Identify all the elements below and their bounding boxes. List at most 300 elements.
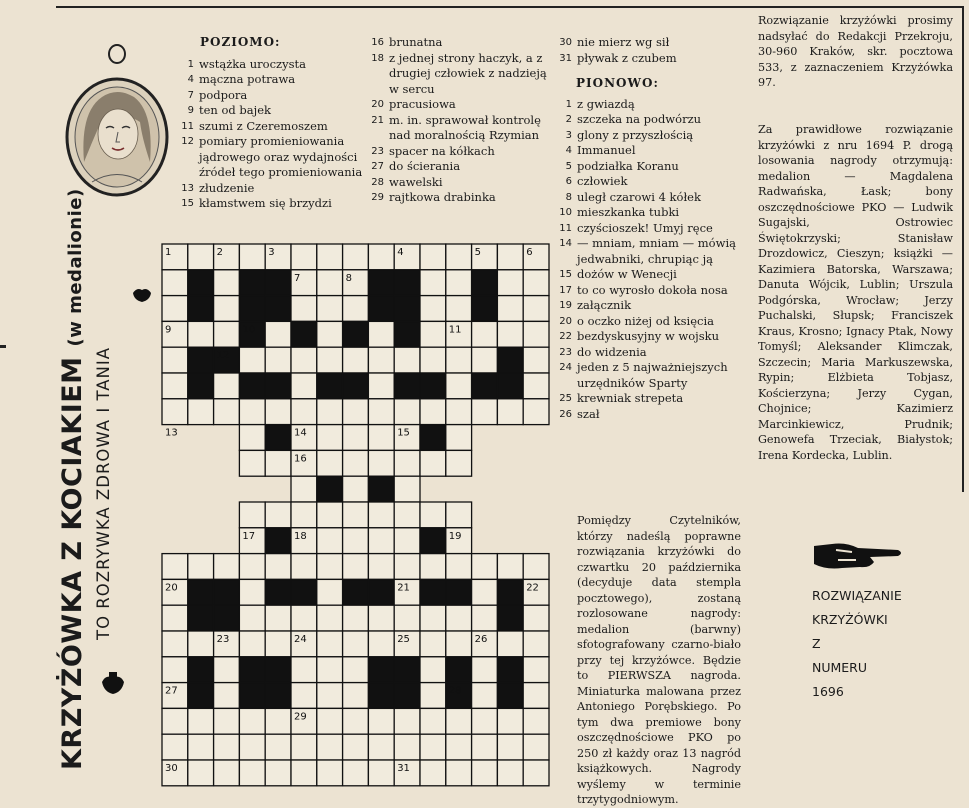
white-cell[interactable] <box>343 244 369 270</box>
white-cell[interactable] <box>188 399 214 425</box>
white-cell[interactable] <box>291 296 317 322</box>
crossword-svg <box>161 243 550 787</box>
white-cell[interactable] <box>317 321 343 347</box>
white-cell[interactable] <box>214 296 240 322</box>
white-cell[interactable] <box>291 476 317 502</box>
white-cell[interactable] <box>291 657 317 683</box>
white-cell[interactable] <box>420 554 446 580</box>
white-cell[interactable] <box>343 476 369 502</box>
clue-item <box>368 159 556 175</box>
black-cell <box>446 657 472 683</box>
clue-number: 23 <box>559 346 572 358</box>
cell-number: 23 <box>216 634 230 645</box>
white-cell[interactable] <box>472 605 498 631</box>
cell-number: 28 <box>448 685 462 697</box>
white-cell[interactable] <box>188 760 214 786</box>
black-cell <box>394 270 420 296</box>
white-cell[interactable] <box>394 476 420 502</box>
white-cell[interactable] <box>472 734 498 760</box>
white-cell[interactable] <box>368 450 394 476</box>
white-cell[interactable] <box>265 708 291 734</box>
clue-text: szumi z Czeremoszem <box>199 118 328 133</box>
cell-number: 10 <box>242 324 256 336</box>
clue-item <box>556 298 746 314</box>
clue-text: do ścierania <box>389 159 461 173</box>
white-cell[interactable] <box>420 708 446 734</box>
white-cell[interactable] <box>368 425 394 451</box>
white-cell[interactable] <box>420 244 446 270</box>
white-cell[interactable] <box>188 708 214 734</box>
white-cell[interactable] <box>265 760 291 786</box>
white-cell[interactable] <box>497 734 523 760</box>
black-cell <box>214 605 240 631</box>
white-cell[interactable] <box>239 579 265 605</box>
white-cell[interactable] <box>188 734 214 760</box>
clue-item <box>556 236 746 267</box>
white-cell[interactable] <box>368 244 394 270</box>
cell-number: 3 <box>268 247 275 258</box>
white-cell[interactable] <box>446 244 472 270</box>
white-cell[interactable] <box>214 708 240 734</box>
clue-number: 20 <box>371 99 384 110</box>
white-cell[interactable] <box>420 631 446 657</box>
clue-item <box>368 113 556 144</box>
black-cell <box>497 347 523 373</box>
white-cell[interactable] <box>497 708 523 734</box>
white-cell[interactable] <box>368 347 394 373</box>
white-cell[interactable] <box>265 502 291 528</box>
black-cell <box>394 657 420 683</box>
white-cell[interactable] <box>394 605 420 631</box>
white-cell[interactable] <box>239 554 265 580</box>
white-cell[interactable] <box>162 734 188 760</box>
white-cell[interactable] <box>291 605 317 631</box>
white-cell[interactable] <box>317 296 343 322</box>
cell-number: 24 <box>294 634 307 645</box>
clue-number: 4 <box>187 74 194 85</box>
prize-paragraph: Pomiędzy Czytelników, którzy nadeślą poprawne rozwiązania krzyżówki do czwartku 20 października (decyduje data stempla pocztowego), zostaną rozlosowane nagrody: medalion (barwny) sfotografowany czarno-biało przy tej krzyżówce. Będzie to PIERWSZA nagroda. Miniaturka malowana przez Antoniego Porębskiego. Po tym dwa premiowe bony oszczędnościowe PKO po 250 zł każdy oraz 13 nagród książkowych. Nagrody wyślemy w terminie trzytygodniowym. <box>577 514 741 806</box>
white-cell[interactable] <box>291 554 317 580</box>
white-cell[interactable] <box>497 244 523 270</box>
white-cell[interactable] <box>394 708 420 734</box>
white-cell[interactable] <box>162 631 188 657</box>
white-cell[interactable] <box>420 657 446 683</box>
clue-text: człowiek <box>577 174 628 188</box>
white-cell[interactable] <box>239 708 265 734</box>
white-cell[interactable] <box>162 554 188 580</box>
white-cell[interactable] <box>368 631 394 657</box>
white-cell[interactable] <box>343 734 369 760</box>
winners-paragraph: Za prawidłowe rozwiązanie krzyżówki z nru 1694 P. drogą losowania nagrody otrzymują: medalion — Magdalena Radwańska, Łask; bony oszczędnościowe PKO — Ludwik Sugajski, Ostrowiec Świętokrzyski; Stanisław Drozdowicz, Cieszyn; książki — Kazimiera Batorska, Warszawa; Danuta Wójcik, Lublin; Urszula Podgórska, Wrocław; Jerzy Puchalski, Słupsk; Franciszek Kraus, Krosno; Ignacy Ptak, Nowy Tomyśl; Aleksander Klimczak, Szczecin; Maria Markuszewska, Rypin; Elżbieta Tobjasz, Kościerzyna; Jerzy Cygan, Chojnice; Kazimierz Marcinkiewicz, Prudnik; Genowefa Trzeciak, Białystok; Irena Kordecka, Lublin. <box>758 123 953 462</box>
white-cell[interactable] <box>523 296 549 322</box>
clue-number: 5 <box>565 160 572 172</box>
white-cell[interactable] <box>239 347 265 373</box>
white-cell[interactable] <box>523 760 549 786</box>
white-cell[interactable] <box>472 579 498 605</box>
white-cell[interactable] <box>162 399 188 425</box>
across-clues-continued <box>368 35 556 206</box>
white-cell[interactable] <box>446 373 472 399</box>
white-cell[interactable] <box>343 502 369 528</box>
white-cell[interactable] <box>214 683 240 709</box>
white-cell[interactable] <box>394 347 420 373</box>
black-cell <box>214 579 240 605</box>
clue-item <box>368 97 556 113</box>
clue-number: 15 <box>181 198 194 209</box>
white-cell[interactable] <box>523 347 549 373</box>
black-cell <box>394 321 420 347</box>
white-cell[interactable] <box>162 657 188 683</box>
down-clues-block <box>556 35 746 422</box>
black-cell <box>446 579 472 605</box>
white-cell[interactable] <box>420 270 446 296</box>
clue-item <box>556 128 746 144</box>
white-cell[interactable] <box>239 425 265 451</box>
white-cell[interactable] <box>394 528 420 554</box>
clue-item <box>368 175 556 191</box>
white-cell[interactable] <box>343 296 369 322</box>
clue-number: 9 <box>187 105 194 116</box>
white-cell[interactable] <box>239 244 265 270</box>
white-cell[interactable] <box>446 502 472 528</box>
white-cell[interactable] <box>368 734 394 760</box>
submit-paragraph: Rozwiązanie krzyżówki prosimy nadsyłać do Redakcji Przekroju, 30-960 Kraków, skr. pocztowa 533, z zaznaczeniem Krzyżówka 97. <box>758 14 953 89</box>
white-cell[interactable] <box>394 554 420 580</box>
white-cell[interactable] <box>343 760 369 786</box>
black-cell <box>343 579 369 605</box>
clue-number: 11 <box>559 222 572 234</box>
cell-number: 25 <box>397 634 410 645</box>
white-cell[interactable] <box>343 605 369 631</box>
white-cell[interactable] <box>162 296 188 322</box>
white-cell[interactable] <box>472 321 498 347</box>
white-cell[interactable] <box>317 657 343 683</box>
clue-item <box>556 360 746 391</box>
white-cell[interactable] <box>317 579 343 605</box>
white-cell[interactable] <box>291 502 317 528</box>
black-cell <box>188 270 214 296</box>
white-cell[interactable] <box>188 244 214 270</box>
black-cell <box>394 683 420 709</box>
white-cell[interactable] <box>446 760 472 786</box>
white-cell[interactable] <box>291 347 317 373</box>
white-cell[interactable] <box>265 605 291 631</box>
clue-text: glony z przyszłością <box>577 127 694 142</box>
white-cell[interactable] <box>239 502 265 528</box>
right-rule <box>962 6 964 492</box>
white-cell[interactable] <box>420 296 446 322</box>
black-cell <box>368 579 394 605</box>
white-cell[interactable] <box>291 244 317 270</box>
white-cell[interactable] <box>446 347 472 373</box>
white-cell[interactable] <box>188 321 214 347</box>
clue-text: spacer na kółkach <box>389 143 495 158</box>
clue-item <box>556 51 746 67</box>
black-cell <box>343 321 369 347</box>
black-cell <box>239 657 265 683</box>
white-cell[interactable] <box>497 399 523 425</box>
white-cell[interactable] <box>291 760 317 786</box>
cell-number: 29 <box>294 711 307 723</box>
cell-number: 30 <box>165 763 178 774</box>
black-cell <box>420 579 446 605</box>
clue-text: pływak z czubem <box>577 50 677 65</box>
clue-number: 18 <box>371 52 384 64</box>
cell-number: 31 <box>397 763 410 774</box>
white-cell[interactable] <box>420 399 446 425</box>
white-cell[interactable] <box>188 631 214 657</box>
white-cell[interactable] <box>317 683 343 709</box>
white-cell[interactable] <box>497 296 523 322</box>
white-cell[interactable] <box>472 399 498 425</box>
white-cell[interactable] <box>317 760 343 786</box>
white-cell[interactable] <box>265 734 291 760</box>
white-cell[interactable] <box>291 683 317 709</box>
white-cell[interactable] <box>368 502 394 528</box>
solution-line: Z <box>812 636 821 651</box>
black-cell <box>420 373 446 399</box>
white-cell[interactable] <box>162 605 188 631</box>
white-cell[interactable] <box>162 270 188 296</box>
white-cell[interactable] <box>446 399 472 425</box>
white-cell[interactable] <box>265 631 291 657</box>
clue-text: czyścioszek! Umyj ręce <box>577 220 713 235</box>
clue-text: podpora <box>199 87 248 102</box>
cell-number: 1 <box>165 247 172 258</box>
white-cell[interactable] <box>368 528 394 554</box>
black-cell <box>291 579 317 605</box>
white-cell[interactable] <box>265 399 291 425</box>
white-cell[interactable] <box>343 708 369 734</box>
white-cell[interactable] <box>162 708 188 734</box>
white-cell[interactable] <box>239 605 265 631</box>
clue-item <box>178 134 373 181</box>
white-cell[interactable] <box>446 734 472 760</box>
white-cell[interactable] <box>472 760 498 786</box>
white-cell[interactable] <box>317 450 343 476</box>
black-cell <box>472 270 498 296</box>
white-cell[interactable] <box>523 373 549 399</box>
white-cell[interactable] <box>317 425 343 451</box>
clue-item <box>556 314 746 330</box>
clue-text: o oczko niżej od księcia <box>577 313 714 328</box>
white-cell[interactable] <box>317 708 343 734</box>
solution-line: NUMERU <box>812 660 868 675</box>
white-cell[interactable] <box>265 554 291 580</box>
white-cell[interactable] <box>523 683 549 709</box>
white-cell[interactable] <box>214 734 240 760</box>
white-cell[interactable] <box>214 760 240 786</box>
white-cell[interactable] <box>343 683 369 709</box>
white-cell[interactable] <box>472 347 498 373</box>
white-cell[interactable] <box>239 760 265 786</box>
white-cell[interactable] <box>343 631 369 657</box>
clue-number: 4 <box>565 145 572 156</box>
cell-number: 18 <box>294 530 307 542</box>
white-cell[interactable] <box>523 605 549 631</box>
white-cell[interactable] <box>317 554 343 580</box>
cell-number: 16 <box>294 453 307 465</box>
white-cell[interactable] <box>162 347 188 373</box>
clue-number: 17 <box>559 284 572 296</box>
white-cell[interactable] <box>472 708 498 734</box>
title-subtitle: TO ROZRYWKA ZDROWA I TANIA <box>94 346 113 640</box>
clue-text: uległ czarowi 4 kółek <box>577 189 701 204</box>
white-cell[interactable] <box>214 399 240 425</box>
white-cell[interactable] <box>394 502 420 528</box>
clue-item <box>368 35 556 51</box>
white-cell[interactable] <box>265 347 291 373</box>
white-cell[interactable] <box>523 631 549 657</box>
across-clues <box>178 35 373 212</box>
white-cell[interactable] <box>446 270 472 296</box>
white-cell[interactable] <box>523 554 549 580</box>
white-cell[interactable] <box>214 554 240 580</box>
white-cell[interactable] <box>239 399 265 425</box>
white-cell[interactable] <box>420 683 446 709</box>
cell-number: 19 <box>448 530 462 542</box>
white-cell[interactable] <box>368 760 394 786</box>
white-cell[interactable] <box>317 244 343 270</box>
white-cell[interactable] <box>239 734 265 760</box>
white-cell[interactable] <box>368 708 394 734</box>
white-cell[interactable] <box>162 373 188 399</box>
white-cell[interactable] <box>291 734 317 760</box>
white-cell[interactable] <box>291 373 317 399</box>
black-cell <box>394 296 420 322</box>
black-cell <box>188 605 214 631</box>
clue-number: 23 <box>371 145 384 157</box>
white-cell[interactable] <box>472 683 498 709</box>
white-cell[interactable] <box>368 399 394 425</box>
white-cell[interactable] <box>317 399 343 425</box>
cell-number: 15 <box>397 427 410 439</box>
white-cell[interactable] <box>368 605 394 631</box>
white-cell[interactable] <box>420 347 446 373</box>
white-cell[interactable] <box>523 399 549 425</box>
white-cell[interactable] <box>317 734 343 760</box>
white-cell[interactable] <box>188 554 214 580</box>
cell-number: 8 <box>345 272 352 284</box>
clue-text: złudzenie <box>199 180 255 195</box>
white-cell[interactable] <box>214 657 240 683</box>
white-cell[interactable] <box>317 270 343 296</box>
white-cell[interactable] <box>343 528 369 554</box>
clue-text: szczeka na podwórzu <box>577 112 702 126</box>
medallion-portrait <box>62 42 172 197</box>
black-cell <box>497 579 523 605</box>
white-cell[interactable] <box>368 321 394 347</box>
clue-number: 25 <box>559 393 572 404</box>
clue-text: szał <box>577 406 600 421</box>
white-cell[interactable] <box>343 347 369 373</box>
solution-line: 1696 <box>812 684 844 699</box>
clue-item <box>556 391 746 407</box>
white-cell[interactable] <box>497 631 523 657</box>
black-cell <box>265 425 291 451</box>
white-cell[interactable] <box>420 321 446 347</box>
white-cell[interactable] <box>446 450 472 476</box>
black-cell <box>188 373 214 399</box>
white-cell[interactable] <box>523 321 549 347</box>
white-cell[interactable] <box>214 321 240 347</box>
white-cell[interactable] <box>472 554 498 580</box>
clue-item <box>368 190 556 206</box>
white-cell[interactable] <box>446 631 472 657</box>
white-cell[interactable] <box>317 347 343 373</box>
white-cell[interactable] <box>368 373 394 399</box>
black-cell <box>265 657 291 683</box>
white-cell[interactable] <box>368 554 394 580</box>
clue-item <box>178 196 373 212</box>
white-cell[interactable] <box>497 270 523 296</box>
white-cell[interactable] <box>343 425 369 451</box>
white-cell[interactable] <box>446 296 472 322</box>
white-cell[interactable] <box>317 631 343 657</box>
black-cell <box>472 373 498 399</box>
white-cell[interactable] <box>446 425 472 451</box>
white-cell[interactable] <box>420 760 446 786</box>
white-cell[interactable] <box>394 450 420 476</box>
white-cell[interactable] <box>317 528 343 554</box>
white-cell[interactable] <box>497 321 523 347</box>
white-cell[interactable] <box>472 657 498 683</box>
white-cell[interactable] <box>497 760 523 786</box>
white-cell[interactable] <box>265 450 291 476</box>
white-cell[interactable] <box>239 450 265 476</box>
white-cell[interactable] <box>214 373 240 399</box>
black-cell <box>394 373 420 399</box>
clue-number: 1 <box>187 58 194 70</box>
clue-text: z gwiazdą <box>577 96 635 111</box>
cell-number: 6 <box>526 247 533 258</box>
white-cell[interactable] <box>523 270 549 296</box>
white-cell[interactable] <box>420 605 446 631</box>
title-main: KRZYŻÓWKA Z KOCIAKIEM (w medalionie) <box>57 188 88 770</box>
clue-text: ten od bajek <box>199 103 271 117</box>
cell-number: 2 <box>216 247 223 258</box>
white-cell[interactable] <box>523 734 549 760</box>
white-cell[interactable] <box>265 321 291 347</box>
white-cell[interactable] <box>523 708 549 734</box>
clue-item <box>556 159 746 175</box>
white-cell[interactable] <box>446 708 472 734</box>
white-cell[interactable] <box>420 450 446 476</box>
cell-number: 5 <box>474 247 481 258</box>
clue-number: 11 <box>181 120 194 132</box>
white-cell[interactable] <box>420 502 446 528</box>
white-cell[interactable] <box>343 399 369 425</box>
white-cell[interactable] <box>446 605 472 631</box>
white-cell[interactable] <box>394 399 420 425</box>
white-cell[interactable] <box>343 450 369 476</box>
black-cell <box>472 296 498 322</box>
solution-line: ROZWIĄZANIE <box>812 588 902 603</box>
white-cell[interactable] <box>343 554 369 580</box>
margin-mark <box>0 345 6 348</box>
white-cell[interactable] <box>317 502 343 528</box>
white-cell[interactable] <box>420 734 446 760</box>
white-cell[interactable] <box>343 657 369 683</box>
white-cell[interactable] <box>214 270 240 296</box>
white-cell[interactable] <box>317 605 343 631</box>
white-cell[interactable] <box>291 399 317 425</box>
white-cell[interactable] <box>523 657 549 683</box>
white-cell[interactable] <box>239 631 265 657</box>
white-cell[interactable] <box>497 554 523 580</box>
white-cell[interactable] <box>394 734 420 760</box>
white-cell[interactable] <box>446 554 472 580</box>
